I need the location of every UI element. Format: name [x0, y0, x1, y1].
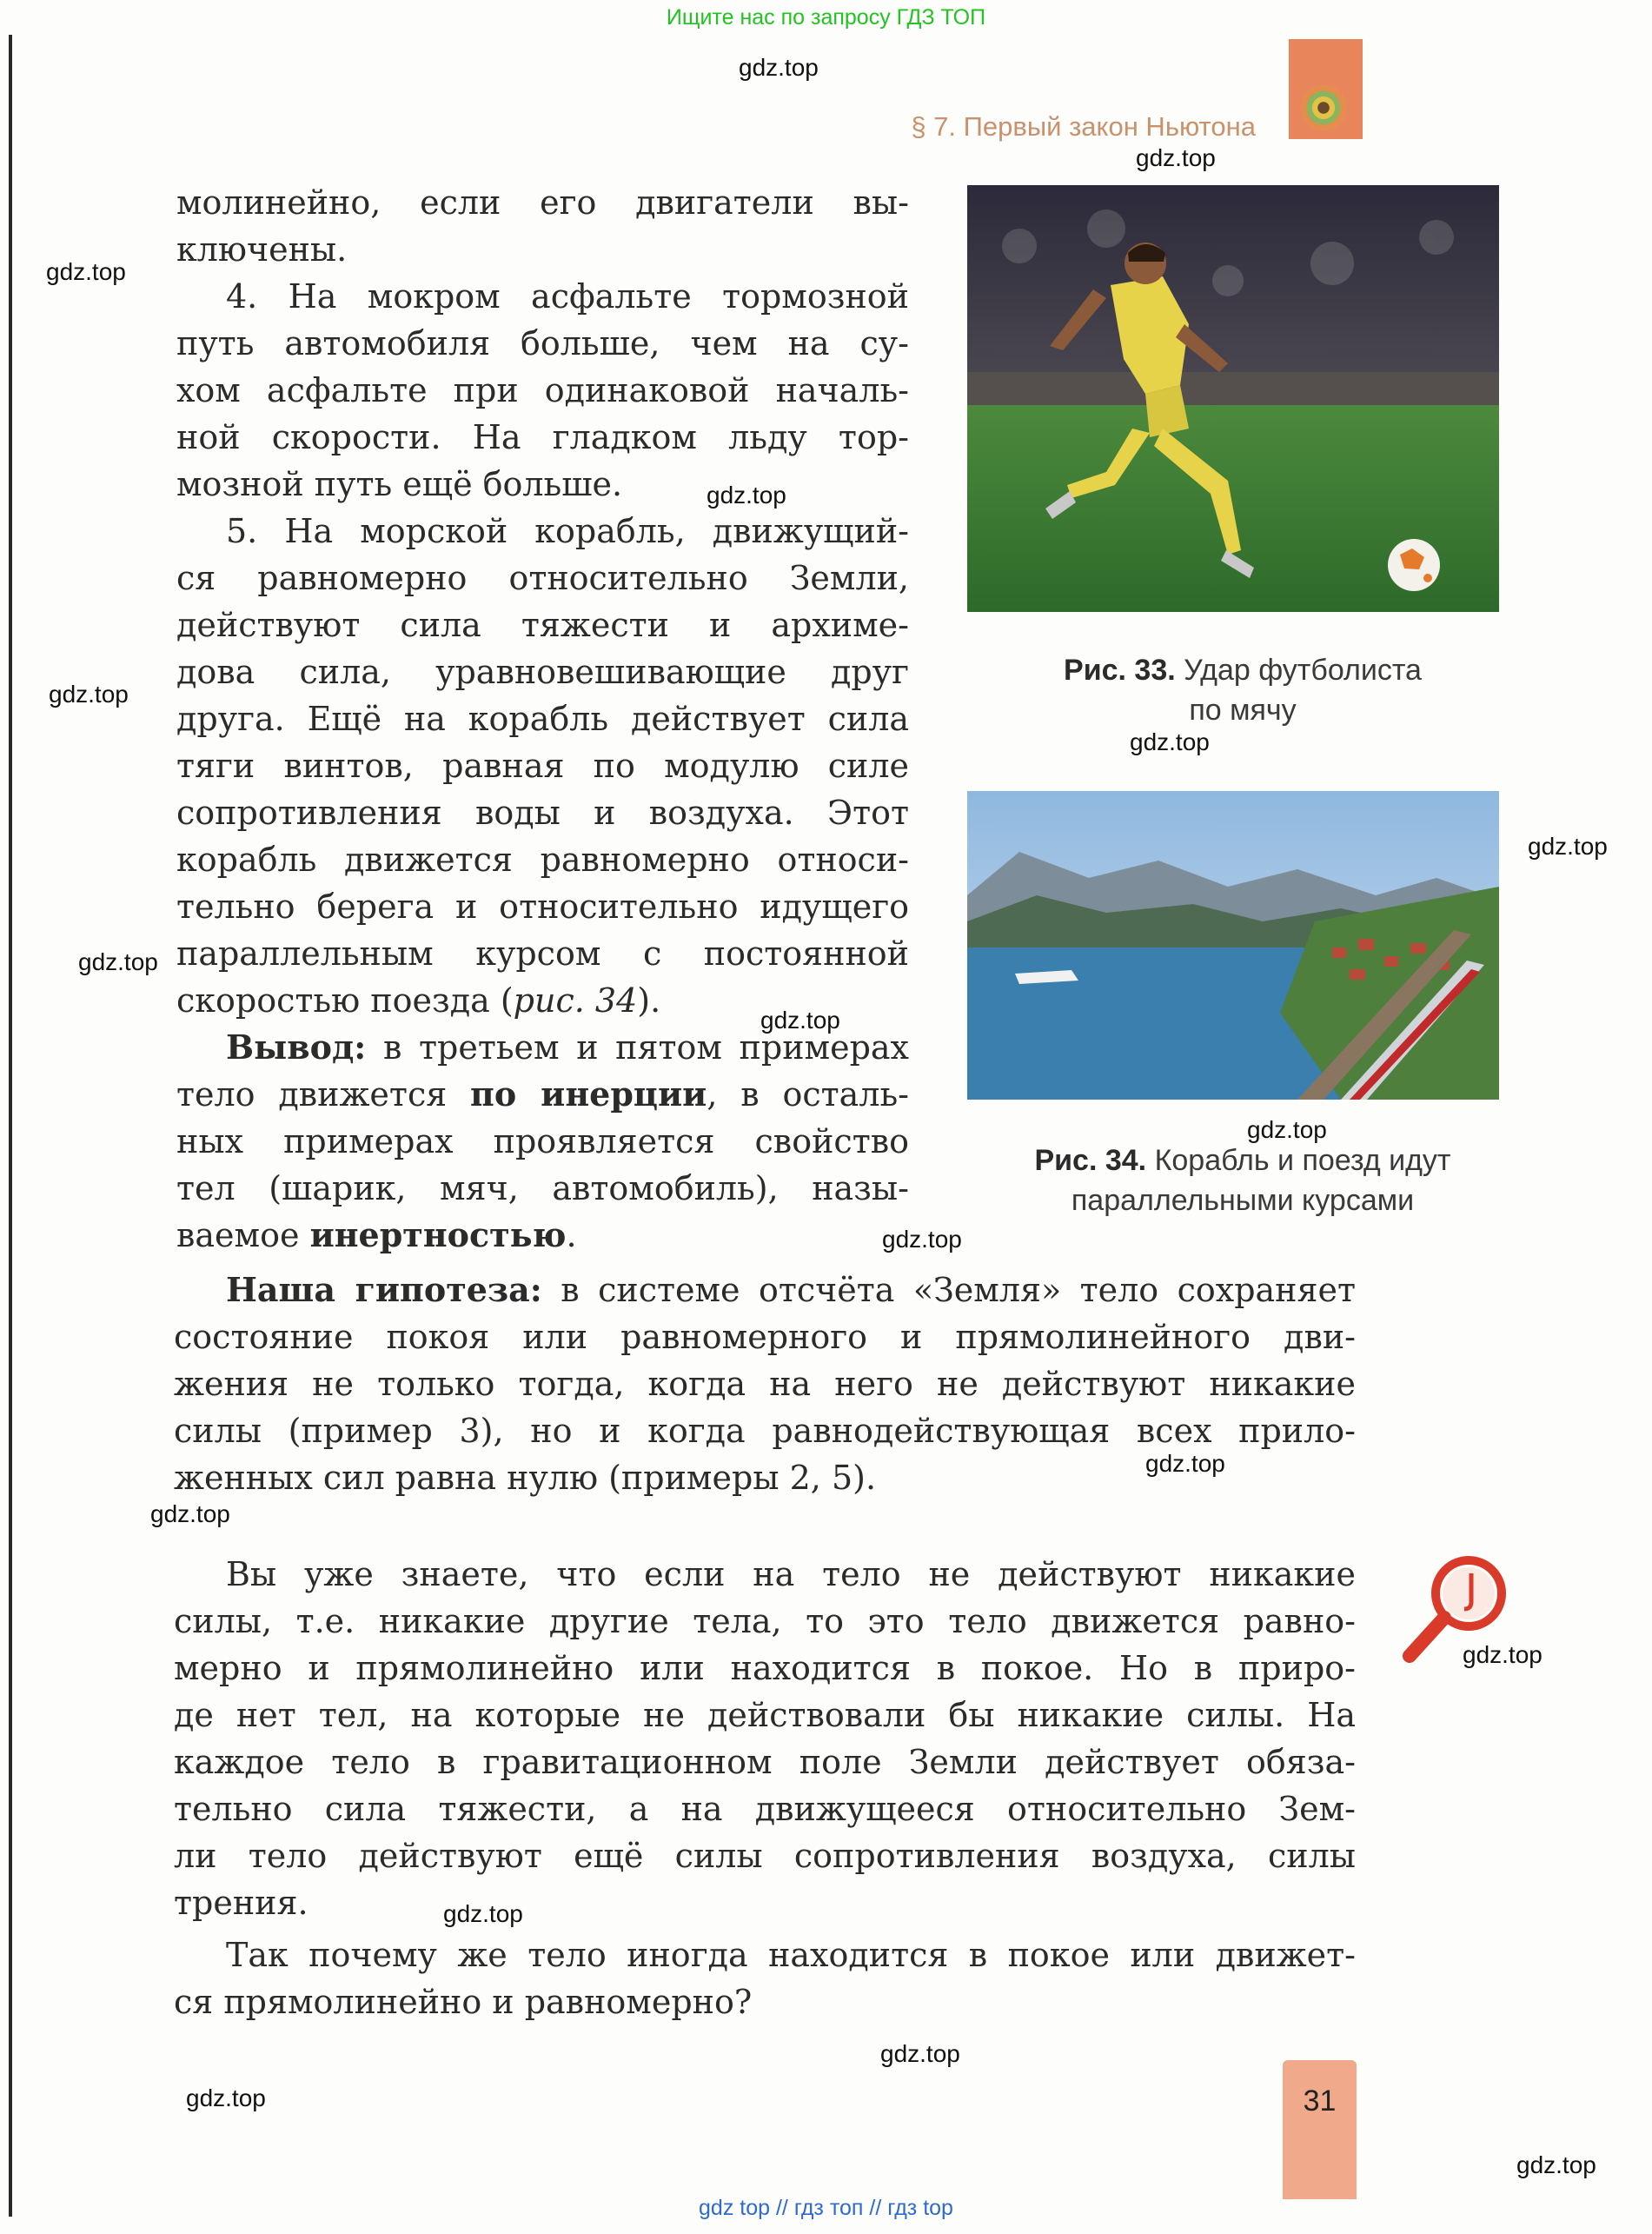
text-span: , в осталь- [707, 1075, 909, 1114]
watermark: gdz.top [1145, 1450, 1225, 1477]
text-span: скоростью поезда ( [176, 981, 514, 1020]
text-line: хом асфальте при одинаковой началь- [176, 371, 909, 409]
figure-33-caption [991, 650, 1495, 730]
text-line: 4. На мокром асфальте тормозной [226, 277, 909, 316]
text-line: корабль движется равномерно относи- [176, 841, 909, 879]
paragraph-line: силы, т.е. никакие другие тела, то это тело движется равно- [174, 1602, 1356, 1640]
text-line: ной скорости. На гладком льду тор- [176, 418, 909, 456]
hypothesis-line: женных сил равна нулю (примеры 2, 5). [174, 1459, 877, 1497]
watermark: gdz.top [882, 1226, 962, 1253]
figure-34-label: Рис. 34. [1034, 1144, 1147, 1177]
chapter-emblem-icon [1301, 85, 1346, 130]
hypothesis-label: Наша гипотеза: [226, 1270, 542, 1309]
caption-text: параллельными курсами [1071, 1184, 1415, 1217]
watermark: gdz.top [707, 482, 786, 509]
watermark: gdz.top [1516, 2151, 1596, 2178]
text-line: ключены. [176, 230, 348, 269]
text-span: ). [637, 981, 661, 1020]
text-span: в системе отсчёта «Земля» тело сохраняет [561, 1271, 1356, 1309]
watermark: gdz.top [880, 2040, 960, 2067]
search-banner: Ищите нас по запросу ГДЗ ТОП [666, 5, 986, 30]
text-line: мозной путь ещё больше. [176, 465, 623, 503]
conclusion-label: Вывод: [226, 1027, 367, 1067]
figure-33-label: Рис. 33. [1064, 654, 1176, 687]
text-span: ваемое [176, 1216, 300, 1254]
term-inertness: инертностью [309, 1215, 567, 1254]
watermark: gdz.top [1130, 728, 1210, 755]
watermark: gdz.top [760, 1007, 840, 1034]
text-line: друга. Ещё на корабль действует сила [176, 700, 909, 738]
watermark: gdz.top [46, 258, 126, 285]
watermark: gdz.top [1136, 144, 1216, 171]
paragraph-line: мерно и прямолинейно или находится в покое. Но в приро- [174, 1649, 1356, 1687]
watermark: gdz.top [150, 1500, 230, 1527]
page-edge-shadow [9, 35, 12, 2217]
watermark: gdz.top [443, 1900, 523, 1927]
text-line: сопротивления воды и воздуха. Этот [176, 794, 909, 832]
paragraph-line: ли тело действуют ещё силы сопротивления воздуха, силы [174, 1837, 1356, 1875]
text-line: ся равномерно относительно Земли, [176, 559, 909, 597]
text-span: в третьем и пятом примерах [382, 1028, 909, 1067]
hypothesis-line: силы (пример 3), но и когда равнодействующая всех прило- [174, 1412, 1356, 1450]
footer-links[interactable]: gdz top // гдз топ // гдз top [699, 2196, 953, 2220]
conclusion-line: тел (шарик, мяч, автомобиль), назы- [176, 1169, 909, 1207]
conclusion-line: ных примерах проявляется свойство [176, 1122, 909, 1160]
watermark: gdz.top [49, 681, 129, 708]
figure-reference: рис. 34 [513, 981, 638, 1020]
football-photo [967, 185, 1499, 612]
watermark: gdz.top [186, 2084, 266, 2111]
watermark: gdz.top [739, 54, 819, 81]
hypothesis-line: состояние покоя или равномерного и прямолинейного дви- [174, 1318, 1356, 1356]
paragraph-line: Вы уже знаете, что если на тело не действуют никакие [226, 1555, 1356, 1593]
watermark: gdz.top [1463, 1641, 1543, 1668]
watermark: gdz.top [1528, 833, 1608, 860]
text-span: . [566, 1216, 577, 1254]
paragraph-line: трения. [174, 1884, 309, 1922]
hypothesis-line [226, 1267, 1356, 1313]
caption-text: Корабль и поезд идут [1154, 1144, 1451, 1177]
caption-text: по мячу [1189, 694, 1297, 727]
ship-train-photo [967, 791, 1499, 1100]
question-line: Так почему же тело иногда находится в покое или движет- [226, 1936, 1356, 1974]
page-number: 31 [1303, 2084, 1337, 2118]
text-line: параллельным курсом с постоянной [176, 934, 909, 973]
section-title: § 7. Первый закон Ньютона [911, 111, 1256, 142]
text-line: путь автомобиля больше, чем на су- [176, 324, 909, 362]
conclusion-line [176, 1071, 909, 1118]
term-inertia: по инерции [470, 1074, 707, 1114]
watermark: gdz.top [78, 948, 158, 975]
page-number-tab [1283, 2060, 1357, 2199]
paragraph-line: каждое тело в гравитационном поле Земли действует обяза- [174, 1743, 1356, 1781]
hypothesis-line: жения не только тогда, когда на него не действуют никакие [174, 1365, 1356, 1403]
figure-34-caption [973, 1140, 1512, 1220]
text-line: молинейно, если его двигатели вы- [176, 183, 909, 222]
caption-text: Удар футболиста [1184, 654, 1422, 687]
text-line: 5. На морской корабль, движущий- [226, 512, 909, 550]
conclusion-line [176, 1212, 909, 1259]
paragraph-line: тельно сила тяжести, а на движущееся относительно Зем- [174, 1790, 1356, 1828]
watermark: gdz.top [1247, 1116, 1327, 1143]
question-line: ся прямолинейно и равномерно? [174, 1983, 753, 2021]
text-line: тельно берега и относительно идущего [176, 888, 909, 926]
text-line: действуют сила тяжести и архиме- [176, 606, 909, 644]
text-line: дова сила, уравновешивающие друг [176, 653, 909, 691]
text-span: тело движется [176, 1075, 448, 1114]
text-line: тяги винтов, равная по модулю силе [176, 747, 909, 785]
paragraph-line: де нет тел, на которые не действовали бы никакие силы. На [174, 1696, 1356, 1734]
